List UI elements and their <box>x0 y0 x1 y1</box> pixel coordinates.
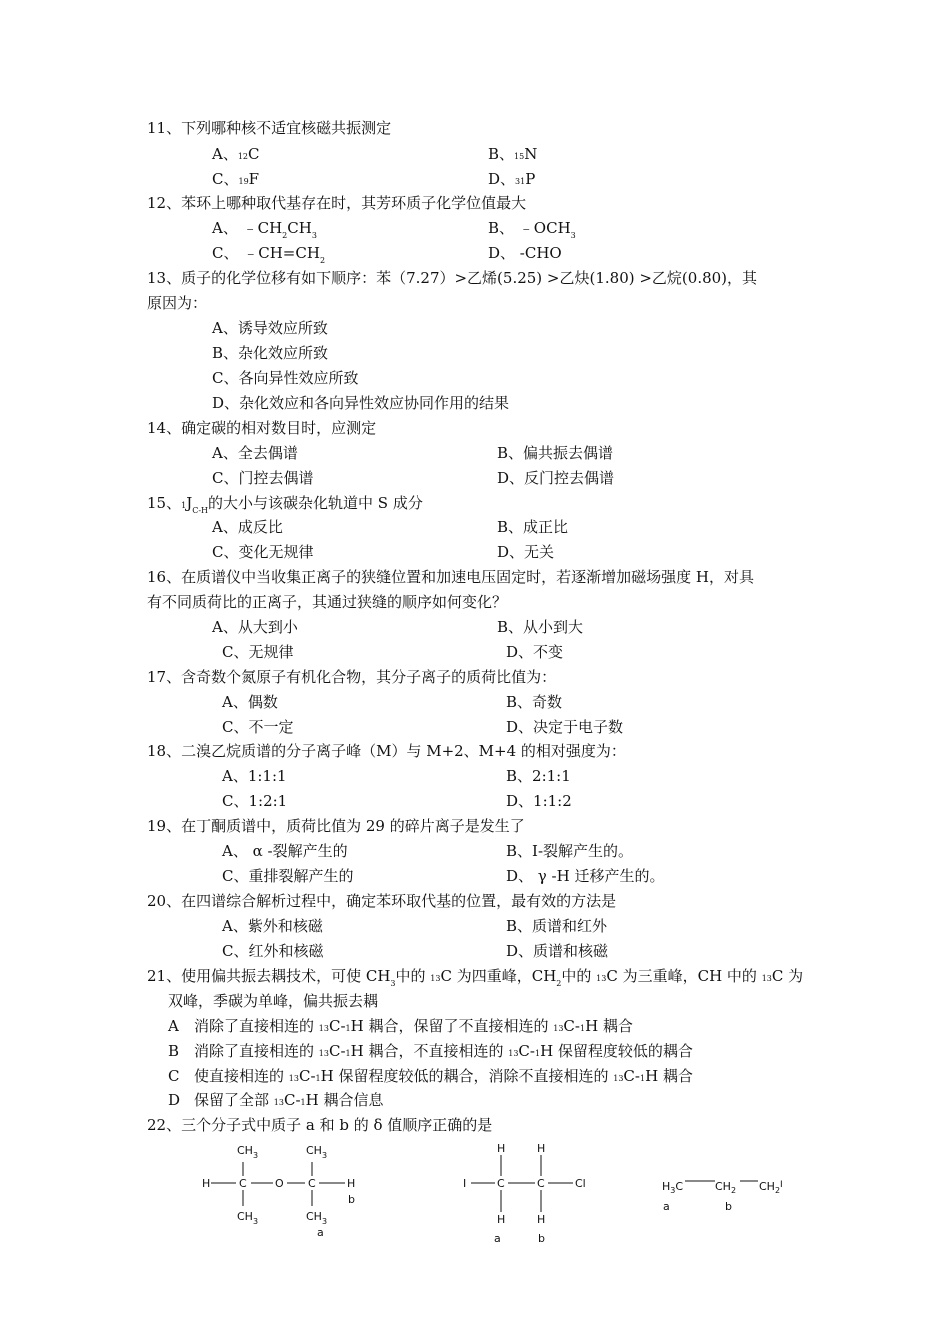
mol1-ch3-bottom-right: $CH_3$ <box>306 1210 328 1226</box>
molecule-2-structure <box>455 1140 605 1250</box>
option-19a: A、 α -裂解产生的 <box>222 842 348 860</box>
mol1-ch3-top-left: $CH_3$ <box>237 1144 259 1160</box>
mol1-c-left: C <box>239 1177 247 1190</box>
mol2-h-top-left: H <box>497 1142 506 1155</box>
mol3-ch2-middle: $CH_2$ <box>715 1180 737 1195</box>
mol2-i: I <box>463 1177 467 1190</box>
mol2-cl: Cl <box>575 1177 586 1190</box>
option-17c: C、不一定 <box>222 718 294 736</box>
option-11c: C、19F <box>212 170 260 188</box>
option-19b: B、I-裂解产生的。 <box>506 842 634 860</box>
option-21c: C 使直接相连的 13C-1H 保留程度较低的耦合，消除不直接相连的 13C-1H 耦合 <box>168 1067 693 1085</box>
mol2-h-top-right: H <box>537 1142 546 1155</box>
option-20d: D、质谱和核磁 <box>506 942 609 960</box>
mol1-h-right: H <box>347 1177 356 1190</box>
option-17d: D、决定于电子数 <box>506 718 624 736</box>
option-21b: B 消除了直接相连的 13C-1H 耦合，不直接相连的 13C-1H 保留程度较低的耦合 <box>168 1042 693 1060</box>
mol1-c-right: C <box>308 1177 316 1190</box>
mol1-label-a: a <box>317 1226 324 1239</box>
question-19-stem: 19、在丁酮质谱中，质荷比值为 29 的碎片离子是发生了 <box>147 817 525 835</box>
mol3-h3c: $H_3C$ <box>662 1180 684 1195</box>
option-16d: D、不变 <box>506 643 564 661</box>
question-16-stem: 16、在质谱仪中当收集正离子的狭缝位置和加速电压固定时，若逐渐增加磁场强度 H，对具 <box>147 568 754 586</box>
mol2-c-right: C <box>537 1177 545 1190</box>
question-11-stem: 11、下列哪种核不适宜核磁共振测定 <box>147 119 392 137</box>
option-12c: C、 $﹣CH=CH_2$ <box>212 244 326 265</box>
option-14b: B、偏共振去偶谱 <box>497 444 614 462</box>
question-22-stem: 22、三个分子式中质子 a 和 b 的 δ 值顺序正确的是 <box>147 1116 493 1134</box>
mol2-c-left: C <box>497 1177 505 1190</box>
option-11a: A、12C <box>212 145 260 163</box>
option-20a: A、紫外和核磁 <box>222 917 323 935</box>
option-12d: D、 -CHO <box>488 244 562 262</box>
mol2-label-b: b <box>538 1232 545 1245</box>
question-13-stem: 13、质子的化学位移有如下顺序：苯（7.27）>乙烯(5.25) >乙炔(1.80) >乙烷(0.80)，其 <box>147 269 758 287</box>
question-18-stem: 18、二溴乙烷质谱的分子离子峰（M）与 M+2、M+4 的相对强度为： <box>147 742 626 760</box>
option-17a: A、偶数 <box>222 693 278 711</box>
option-19c: C、重排裂解产生的 <box>222 867 354 885</box>
option-13c: C、各向异性效应所致 <box>212 369 359 387</box>
question-21-stem: 21、使用偏共振去耦技术，可使 $CH_3$中的 13C 为四重峰，$CH_2$中的 13C 为三重峰，CH 中的 13C 为 <box>147 967 804 988</box>
option-15d: D、无关 <box>497 543 555 561</box>
option-16c: C、无规律 <box>222 643 294 661</box>
mol2-h-bottom-right: H <box>537 1213 546 1226</box>
option-12b: B、 $﹣OCH_3$ <box>488 219 576 240</box>
option-12a: A、 $﹣CH_2CH_3$ <box>212 219 317 240</box>
option-19d: D、 γ -H 迁移产生的。 <box>506 867 665 885</box>
option-20c: C、红外和核磁 <box>222 942 324 960</box>
question-16-stem-cont: 有不同质荷比的正离子，其通过狭缝的顺序如何变化？ <box>147 593 508 611</box>
question-12-stem: 12、苯环上哪种取代基存在时，其芳环质子化学位值最大 <box>147 194 527 212</box>
option-16b: B、从小到大 <box>497 618 584 636</box>
option-13a: A、诱导效应所致 <box>212 319 328 337</box>
option-18d: D、1:1:2 <box>506 792 572 810</box>
option-21d: D 保留了全部 13C-1H 耦合信息 <box>168 1091 384 1109</box>
question-14-stem: 14、确定碳的相对数目时，应测定 <box>147 419 377 437</box>
molecule-3-structure <box>660 1170 800 1220</box>
option-17b: B、奇数 <box>506 693 563 711</box>
question-20-stem: 20、在四谱综合解析过程中，确定苯环取代基的位置，最有效的方法是 <box>147 892 617 910</box>
mol2-label-a: a <box>494 1232 501 1245</box>
mol3-label-a: a <box>663 1200 670 1213</box>
option-14a: A、全去偶谱 <box>212 444 298 462</box>
mol3-ch2-end: $CH_2^I$ <box>759 1180 783 1195</box>
mol1-o: O <box>275 1177 284 1190</box>
molecule-1-structure <box>195 1140 375 1245</box>
option-15c: C、变化无规律 <box>212 543 314 561</box>
option-18c: C、1:2:1 <box>222 792 288 810</box>
mol1-label-b: b <box>348 1193 355 1206</box>
option-21a: A 消除了直接相连的 13C-1H 耦合，保留了不直接相连的 13C-1H 耦合 <box>168 1017 633 1035</box>
mol1-h-left: H <box>202 1177 211 1190</box>
option-15b: B、成正比 <box>497 518 569 536</box>
question-21-stem-cont: 双峰，季碳为单峰，偏共振去耦 <box>168 992 379 1010</box>
question-17-stem: 17、含奇数个氮原子有机化合物，其分子离子的质荷比值为： <box>147 668 557 686</box>
question-13-stem-cont: 原因为： <box>147 294 208 312</box>
mol2-h-bottom-left: H <box>497 1213 506 1226</box>
question-15-stem: 15、$1J_{C-H}$的大小与该碳杂化轨道中 S 成分 <box>147 494 423 515</box>
mol3-label-b: b <box>725 1200 732 1213</box>
option-18b: B、2:1:1 <box>506 767 571 785</box>
option-11b: B、15N <box>488 145 538 163</box>
option-14c: C、门控去偶谱 <box>212 469 314 487</box>
option-15a: A、成反比 <box>212 518 283 536</box>
option-16a: A、从大到小 <box>212 618 298 636</box>
option-18a: A、1:1:1 <box>222 767 287 785</box>
option-20b: B、质谱和红外 <box>506 917 608 935</box>
mol1-ch3-top-right: $CH_3$ <box>306 1144 328 1160</box>
option-11d: D、31P <box>488 170 536 188</box>
option-13d: D、杂化效应和各向异性效应协同作用的结果 <box>212 394 510 412</box>
option-14d: D、反门控去偶谱 <box>497 469 615 487</box>
option-13b: B、杂化效应所致 <box>212 344 329 362</box>
mol1-ch3-bottom-left: $CH_3$ <box>237 1210 259 1226</box>
